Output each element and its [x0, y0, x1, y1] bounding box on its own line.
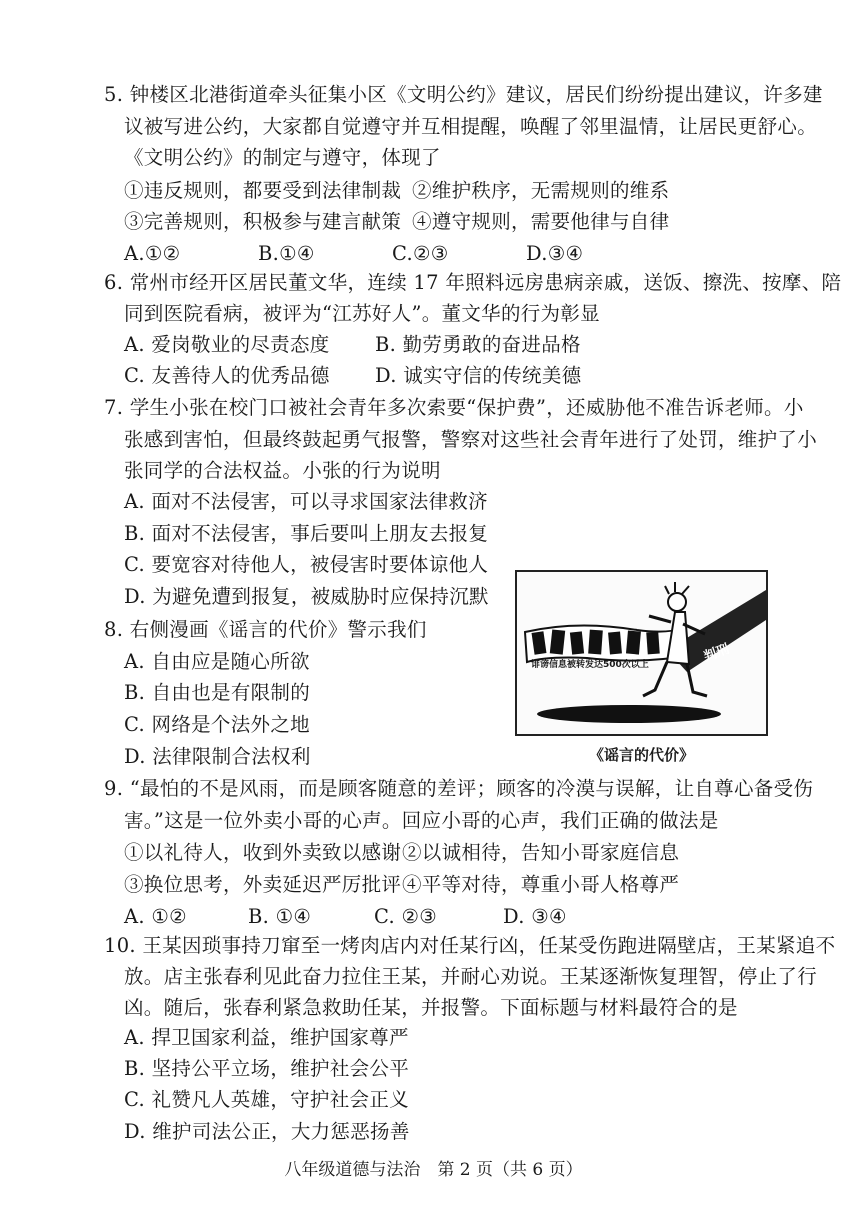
q9-option-b: B. ①④ — [248, 905, 312, 928]
q5-statement-1: ①违反规则，都要受到法律制裁 — [124, 179, 402, 202]
q10-stem-line1: 10. 王某因琐事持刀窜至一烤肉店内对任某行凶，任某受伤跑进隔壁店，王某紧追不 — [104, 934, 836, 957]
q5-option-c: C.②③ — [392, 242, 449, 265]
q6-option-c: C. 友善待人的优秀品德 — [124, 364, 330, 387]
q9-option-a: A. ①② — [124, 905, 187, 928]
q5-stem-line2: 议被写进公约，大家都自觉遵守并互相提醒，唤醒了邻里温情，让居民更舒心。 — [124, 115, 818, 138]
q9-stem-line1: 9. “最怕的不是风雨，而是顾客随意的差评；顾客的冷漠与误解，让自尊心备受伤 — [104, 777, 814, 800]
q10-option-a: A. 捍卫国家利益，维护国家尊严 — [124, 1026, 409, 1049]
page-footer: 八年级道德与法治 第 2 页（共 6 页） — [284, 1160, 583, 1180]
q6-stem-line1: 6. 常州市经开区居民董文华，连续 17 年照料远房患病亲戚，送饭、擦洗、按摩、陪 — [104, 271, 842, 294]
q7-stem-line1: 7. 学生小张在校门口被社会青年多次索要“保护费”，还威胁他不准告诉老师。小 — [104, 396, 804, 419]
cartoon-stamp-text: 判刑 — [701, 641, 732, 665]
q9-statement-2: ②以诚相待，告知小哥家庭信息 — [402, 841, 680, 864]
q8-option-a: A. 自由应是随心所欲 — [124, 650, 310, 673]
rumor-cartoon-illustration — [515, 570, 768, 736]
cartoon-caption: 《谣言的代价》 — [588, 746, 694, 764]
q9-statement-3: ③换位思考，外卖延迟严厉批评 — [124, 873, 402, 896]
q10-stem-line3: 凶。随后，张春利紧急救助任某，并报警。下面标题与材料最符合的是 — [124, 996, 738, 1019]
q5-statement-2: ②维护秩序，无需规则的维系 — [412, 179, 670, 202]
q6-option-d: D. 诚实守信的传统美德 — [375, 364, 582, 387]
q10-option-c: C. 礼赞凡人英雄，守护社会正义 — [124, 1088, 409, 1111]
q5-statement-4: ④遵守规则，需要他律与自律 — [412, 210, 670, 233]
q7-option-b: B. 面对不法侵害，事后要叫上朋友去报复 — [124, 522, 489, 545]
q7-option-a: A. 面对不法侵害，可以寻求国家法律救济 — [124, 490, 488, 513]
q5-option-d: D.③④ — [526, 242, 584, 265]
q5-stem-line3: 《文明公约》的制定与遵守，体现了 — [124, 146, 441, 169]
q5-stem-line1: 5. 钟楼区北港街道牵头征集小区《文明公约》建议，居民们纷纷提出建议，许多建 — [104, 83, 823, 106]
q10-stem-line2: 放。店主张春利见此奋力拉住王某，并耐心劝说。王某逐渐恢复理智，停止了行 — [124, 965, 818, 988]
q5-statement-3: ③完善规则，积极参与建言献策 — [124, 210, 402, 233]
q9-option-c: C. ②③ — [374, 905, 438, 928]
q10-option-b: B. 坚持公平立场，维护社会公平 — [124, 1057, 410, 1080]
q5-option-a: A.①② — [124, 242, 181, 265]
q8-option-c: C. 网络是个法外之地 — [124, 713, 310, 736]
q7-stem-line3: 张同学的合法权益。小张的行为说明 — [124, 459, 441, 482]
q7-stem-line2: 张感到害怕，但最终鼓起勇气报警，警察对这些社会青年进行了处罚，维护了小 — [124, 428, 818, 451]
q9-statement-1: ①以礼待人，收到外卖致以感谢 — [124, 841, 402, 864]
q5-option-b: B.①④ — [258, 242, 315, 265]
q7-option-c: C. 要宽容对待他人，被侵害时要体谅他人 — [124, 553, 489, 576]
q8-option-b: B. 自由也是有限制的 — [124, 681, 311, 704]
q6-option-b: B. 勤劳勇敢的奋进品格 — [375, 333, 581, 356]
q10-option-d: D. 维护司法公正，大力惩恶扬善 — [124, 1120, 410, 1143]
q9-option-d: D. ③④ — [503, 905, 567, 928]
q8-option-d: D. 法律限制合法权利 — [124, 745, 311, 768]
q6-stem-line2: 同到医院看病，被评为“江苏好人”。董文华的行为彰显 — [124, 302, 600, 325]
q6-option-a: A. 爱岗敬业的尽责态度 — [124, 333, 330, 356]
q9-stem-line2: 害。”这是一位外卖小哥的心声。回应小哥的心声，我们正确的做法是 — [124, 809, 719, 832]
q7-option-d: D. 为避免遭到报复，被威胁时应保持沉默 — [124, 585, 489, 608]
q8-stem-line1: 8. 右侧漫画《谣言的代价》警示我们 — [104, 618, 427, 641]
q9-statement-4: ④平等对待，尊重小哥人格尊严 — [402, 873, 680, 896]
cartoon-banner-text: 诽谤信息被转发达500次以上 — [531, 660, 649, 670]
